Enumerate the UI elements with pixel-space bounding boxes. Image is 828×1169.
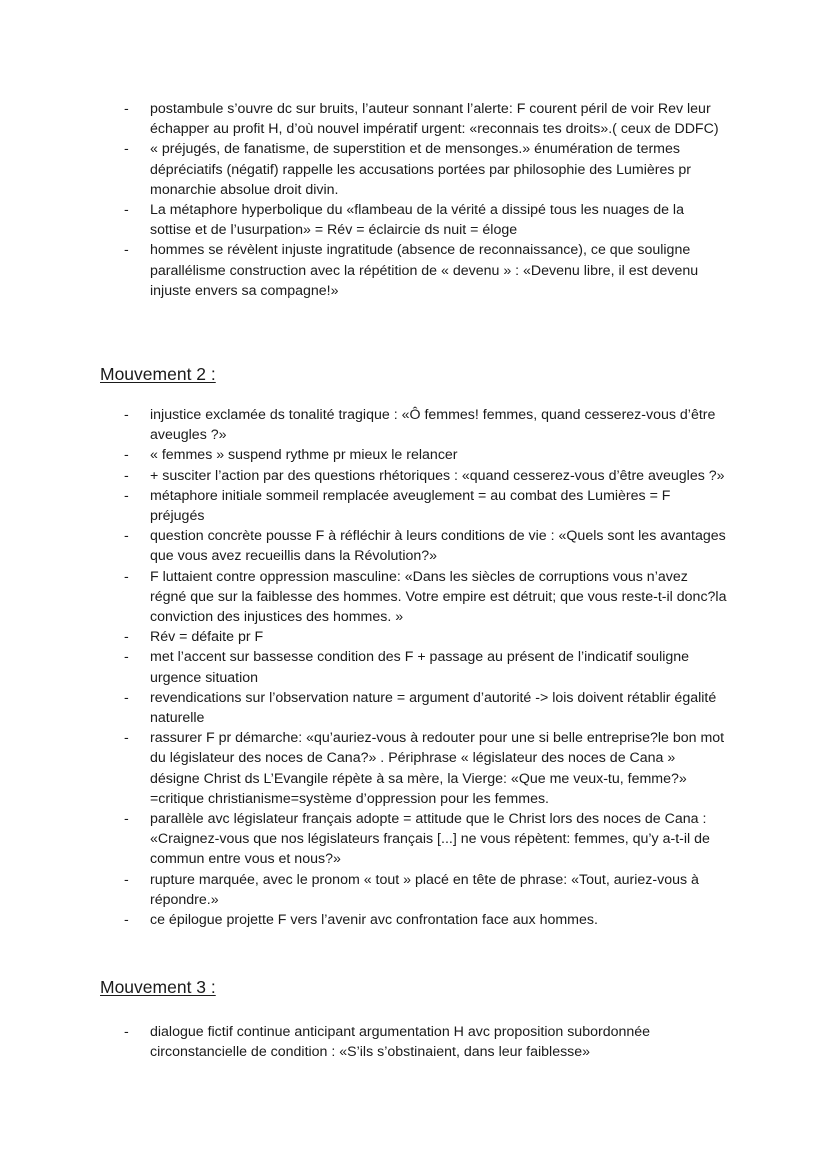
section-2-heading: Mouvement 2 : (100, 364, 216, 384)
bullet-dash: - (124, 447, 129, 464)
bullet-dash: - (124, 202, 129, 219)
bullet-dash: - (124, 487, 129, 504)
list-item-text: métaphore initiale sommeil remplacée aveuglement = au combat des Lumières = F préjugés (150, 487, 671, 525)
list-item (0, 910, 828, 930)
list-item-text: « femmes » suspend rythme pr mieux le relancer (150, 447, 458, 464)
list-item (0, 728, 828, 809)
bullet-dash: - (124, 141, 129, 158)
bullet-dash: - (124, 811, 129, 828)
list-item-text: postambule s’ouvre dc sur bruits, l’auteur sonnant l’alerte: F courent péril de voir Rev leur échapper au profit H, d’où nouvel impératif urgent: «reconnais tes droits».( ceux de DDFC) (150, 101, 719, 138)
list-item (0, 405, 828, 445)
list-item (0, 870, 828, 910)
bullet-dash: - (124, 649, 129, 666)
bullet-dash: - (124, 242, 129, 259)
list-item-text: hommes se révèlent injuste ingratitude (absence de reconnaissance), ce que souligne parallélisme construction avec la répétition de « devenu » : «Devenu libre, il est devenu injuste envers sa compagne!» (150, 242, 699, 299)
list-item-text: rassurer F pr démarche: «qu’auriez-vous à redouter pour une si belle entreprise?le bon mot du législateur des noces de Cana?» . Périphrase « législateur des noces de Cana » désigne Christ ds L’Evangile répète à sa mère, la Vierge: «Que me veux-tu, femme?» =critique christianisme=système d’oppression pour les femmes. (150, 730, 725, 807)
bullet-dash: - (124, 467, 129, 484)
list-item (0, 526, 828, 566)
bullet-dash: - (124, 730, 129, 747)
list-item (0, 466, 828, 486)
list-item-text: injustice exclamée ds tonalité tragique : «Ô femmes! femmes, quand cesserez-vous d’être aveugles ?» (150, 407, 716, 444)
list-item-text: met l’accent sur bassesse condition des F + passage au présent de l’indicatif souligne urgence situation (150, 649, 690, 686)
list-item (0, 627, 828, 647)
list-item (0, 486, 828, 526)
list-item-text: ce épilogue projette F vers l’avenir avc confrontation face aux hommes. (150, 912, 598, 929)
list-item (0, 240, 828, 301)
list-item-text: revendications sur l’observation nature = argument d’autorité -> lois doivent rétablir égalité naturelle (150, 689, 717, 727)
section-1-list (0, 99, 828, 301)
bullet-dash: - (124, 528, 129, 545)
bullet-dash: - (124, 568, 129, 585)
list-item (0, 1022, 828, 1062)
bullet-dash: - (124, 912, 129, 929)
list-item (0, 688, 828, 728)
list-item (0, 139, 828, 200)
list-item-text: La métaphore hyperbolique du «flambeau de la vérité a dissipé tous les nuages de la sottise et de l’usurpation» = Rév = éclaircie ds nuit = éloge (150, 202, 684, 239)
list-item-text: + susciter l’action par des questions rhétoriques : «quand cesserez-vous d’être aveugles ?» (150, 467, 725, 484)
section-2-list (0, 405, 828, 930)
list-item-text: dialogue fictif continue anticipant argumentation H avc proposition subordonnée circonstancielle de condition : «S’ils s’obstinaient, dans leur faiblesse» (150, 1024, 651, 1061)
bullet-dash: - (124, 101, 129, 117)
list-item (0, 200, 828, 240)
bullet-dash: - (124, 689, 129, 706)
list-item (0, 99, 828, 139)
section-3-list (0, 1022, 828, 1062)
bullet-dash: - (124, 629, 129, 646)
list-item-text: question concrète pousse F à réfléchir à leurs conditions de vie : «Quels sont les avantages que vous avez recueillis dans la Révolution?» (150, 528, 726, 565)
list-item-text: « préjugés, de fanatisme, de superstition et de mensonges.» énumération de termes dépréciatifs (négatif) rappelle les accusations portées par philosophie des Lumières pr monarchie absolue droit divin. (150, 141, 692, 198)
list-item-text: Rév = défaite pr F (150, 629, 264, 646)
bullet-dash: - (124, 871, 129, 888)
list-item (0, 647, 828, 687)
bullet-dash: - (124, 1024, 129, 1040)
list-item-text: parallèle avc législateur français adopte = attitude que le Christ lors des noces de Cana : «Craignez-vous que nos législateurs français [...] ne vous répètent: femmes, qu’y a-t-il de commun entre vous et nous?» (150, 811, 710, 868)
list-item (0, 809, 828, 870)
bullet-dash: - (124, 407, 129, 423)
list-item-text: F luttaient contre oppression masculine: «Dans les siècles de corruptions vous n’avez régné que sur la faiblesse des hommes. Votre empire est détruit; que vous reste-t-il donc?la conviction des injustices des hommes. » (150, 568, 727, 626)
list-item (0, 567, 828, 628)
list-item (0, 445, 828, 465)
list-item-text: rupture marquée, avec le pronom « tout » placé en tête de phrase: «Tout, auriez-vous à répondre.» (150, 871, 699, 908)
section-3-heading: Mouvement 3 : (100, 977, 216, 997)
